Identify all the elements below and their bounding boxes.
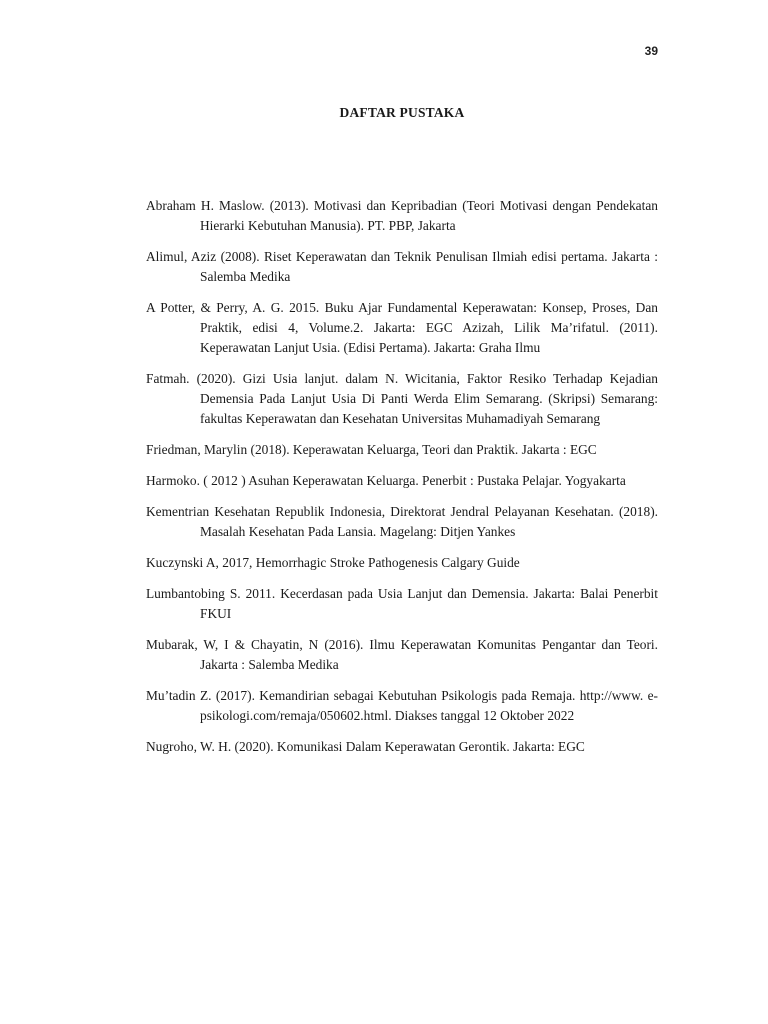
- reference-entry: Nugroho, W. H. (2020). Komunikasi Dalam Keperawatan Gerontik. Jakarta: EGC: [146, 739, 585, 754]
- page-title: DAFTAR PUSTAKA: [339, 105, 465, 120]
- reference-entry: Alimul, Aziz (2008). Riset Keperawatan dan Teknik Penulisan Ilmiah edisi pertama. Jakarta : Salemba Medika: [146, 249, 658, 284]
- reference-entry: Kuczynski A, 2017, Hemorrhagic Stroke Pathogenesis Calgary Guide: [146, 555, 520, 570]
- reference-list: [146, 196, 658, 768]
- reference-entry: Friedman, Marylin (2018). Keperawatan Keluarga, Teori dan Praktik. Jakarta : EGC: [146, 442, 597, 457]
- reference-entry: Mubarak, W, I & Chayatin, N (2016). Ilmu Keperawatan Komunitas Pengantar dan Teori. Jakarta : Salemba Medika: [146, 637, 658, 672]
- reference-entry: Lumbantobing S. 2011. Kecerdasan pada Usia Lanjut dan Demensia. Jakarta: Balai Penerbit FKUI: [146, 586, 658, 621]
- reference-entry: Mu’tadin Z. (2017). Kemandirian sebagai Kebutuhan Psikologis pada Remaja. http://www. e-psikologi.com/remaja/050602.html. Diakses tanggal 12 Oktober 2022: [146, 688, 658, 723]
- reference-entry: Abraham H. Maslow. (2013). Motivasi dan Kepribadian (Teori Motivasi dengan Pendekatan Hierarki Kebutuhan Manusia). PT. PBP, Jakarta: [146, 198, 658, 233]
- reference-entry: Fatmah. (2020). Gizi Usia lanjut. dalam N. Wicitania, Faktor Resiko Terhadap Kejadian Demensia Pada Lanjut Usia Di Panti Werda Elim Semarang. (Skripsi) Semarang: fakultas Keperawatan dan Kesehatan Universitas Muhamadiyah Semarang: [146, 371, 658, 426]
- page-number: 39: [644, 44, 658, 58]
- reference-entry: Harmoko. ( 2012 ) Asuhan Keperawatan Keluarga. Penerbit : Pustaka Pelajar. Yogyakarta: [146, 473, 626, 488]
- reference-entry: Kementrian Kesehatan Republik Indonesia, Direktorat Jendral Pelayanan Kesehatan. (2018). Masalah Kesehatan Pada Lansia. Magelang: Ditjen Yankes: [146, 504, 658, 539]
- reference-entry: A Potter, & Perry, A. G. 2015. Buku Ajar Fundamental Keperawatan: Konsep, Proses, Dan Praktik, edisi 4, Volume.2. Jakarta: EGC Azizah, Lilik Ma’rifatul. (2011). Keperawatan Lanjut Usia. (Edisi Pertama). Jakarta: Graha Ilmu: [146, 300, 658, 355]
